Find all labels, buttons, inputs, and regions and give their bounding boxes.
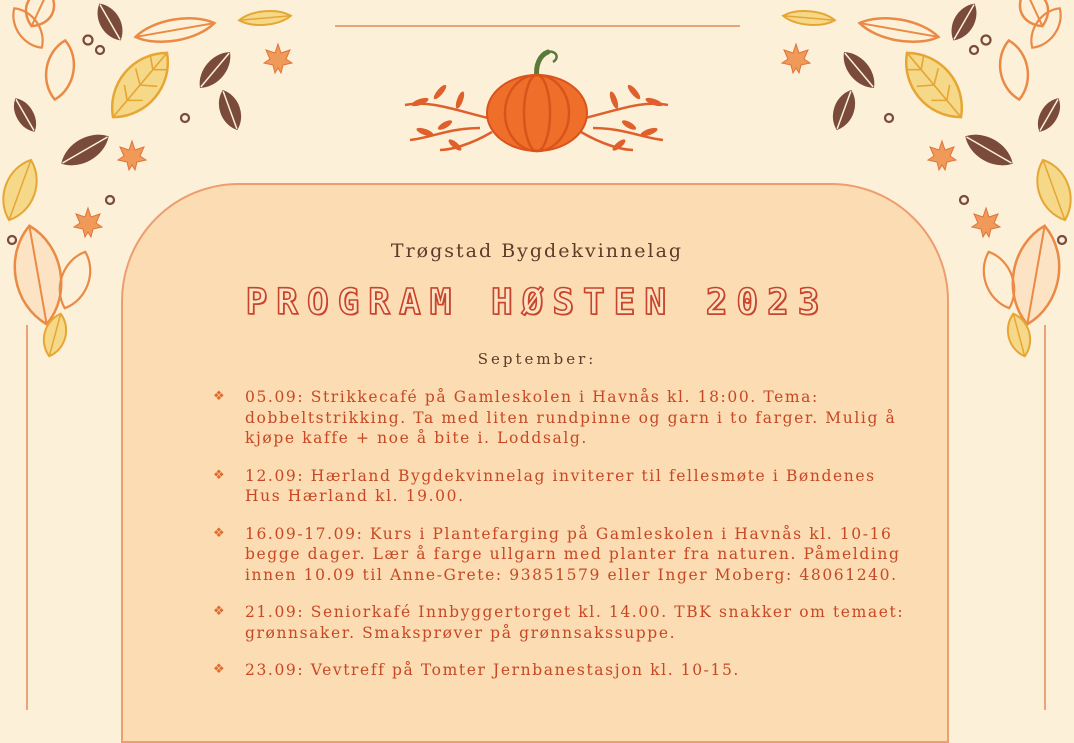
diamond-bullet-icon: ❖: [213, 604, 225, 619]
organization-name: Trøgstad Bygdekvinnelag: [390, 240, 684, 262]
leaf-icon: [92, 0, 128, 44]
leaf-icon: [10, 96, 41, 135]
list-item: [213, 524, 913, 586]
leaf-icon: [194, 47, 236, 92]
leaf-icon: [215, 88, 246, 132]
list-item: [213, 602, 913, 643]
leaf-icon: [98, 40, 182, 129]
pumpkin-icon: [405, 52, 668, 153]
event-text: 23.09: Vevtreff på Tomter Jernbanestasjon kl. 10-15.: [245, 661, 740, 679]
maple-leaf-icon: [118, 141, 146, 170]
leaf-icon: [41, 38, 78, 102]
leaf-icon: [0, 155, 45, 225]
event-text: 05.09: Strikkecafé på Gamleskolen i Havnås kl. 18:00. Tema: dobbeltstrikking. Ta med liten rundpinne og garn i to farger. Mulig å kjøpe kaffe + noe å bite i. Loddsalg.: [245, 388, 897, 447]
event-list: [213, 387, 913, 698]
list-item: [213, 660, 913, 681]
leaf-icon: [134, 13, 216, 48]
program-title: PROGRAM HØSTEN 2023: [245, 282, 829, 323]
event-text: 21.09: Seniorkafé Innbyggertorget kl. 14.00. TBK snakker om temaet: grønnsaker. Smaksprøver på grønnsakssuppe.: [245, 603, 905, 642]
event-text: 16.09-17.09: Kurs i Plantefarging på Gamleskolen i Havnås kl. 10-16 begge dager. Lær å farge ullgarn med planter fra naturen. Påmelding innen 10.09 til Anne-Grete: 93851579 eller Inger Moberg: 48061240.: [245, 524, 901, 584]
diamond-bullet-icon: ❖: [213, 662, 225, 677]
diamond-bullet-icon: ❖: [213, 525, 225, 541]
event-text: 12.09: Hærland Bygdekvinnelag inviterer til fellesmøte i Bøndenes Hus Hærland kl. 19.00.: [245, 466, 876, 505]
diamond-bullet-icon: ❖: [213, 467, 225, 483]
leaf-icon: [239, 9, 292, 27]
list-item: [213, 466, 913, 507]
month-heading: September:: [477, 350, 597, 368]
leaf-icon: [57, 128, 113, 172]
maple-leaf-icon: [264, 44, 292, 73]
diamond-bullet-icon: ❖: [213, 389, 225, 404]
list-item: [213, 387, 913, 449]
maple-leaf-icon: [74, 208, 102, 237]
leaf-icon: [6, 2, 51, 53]
